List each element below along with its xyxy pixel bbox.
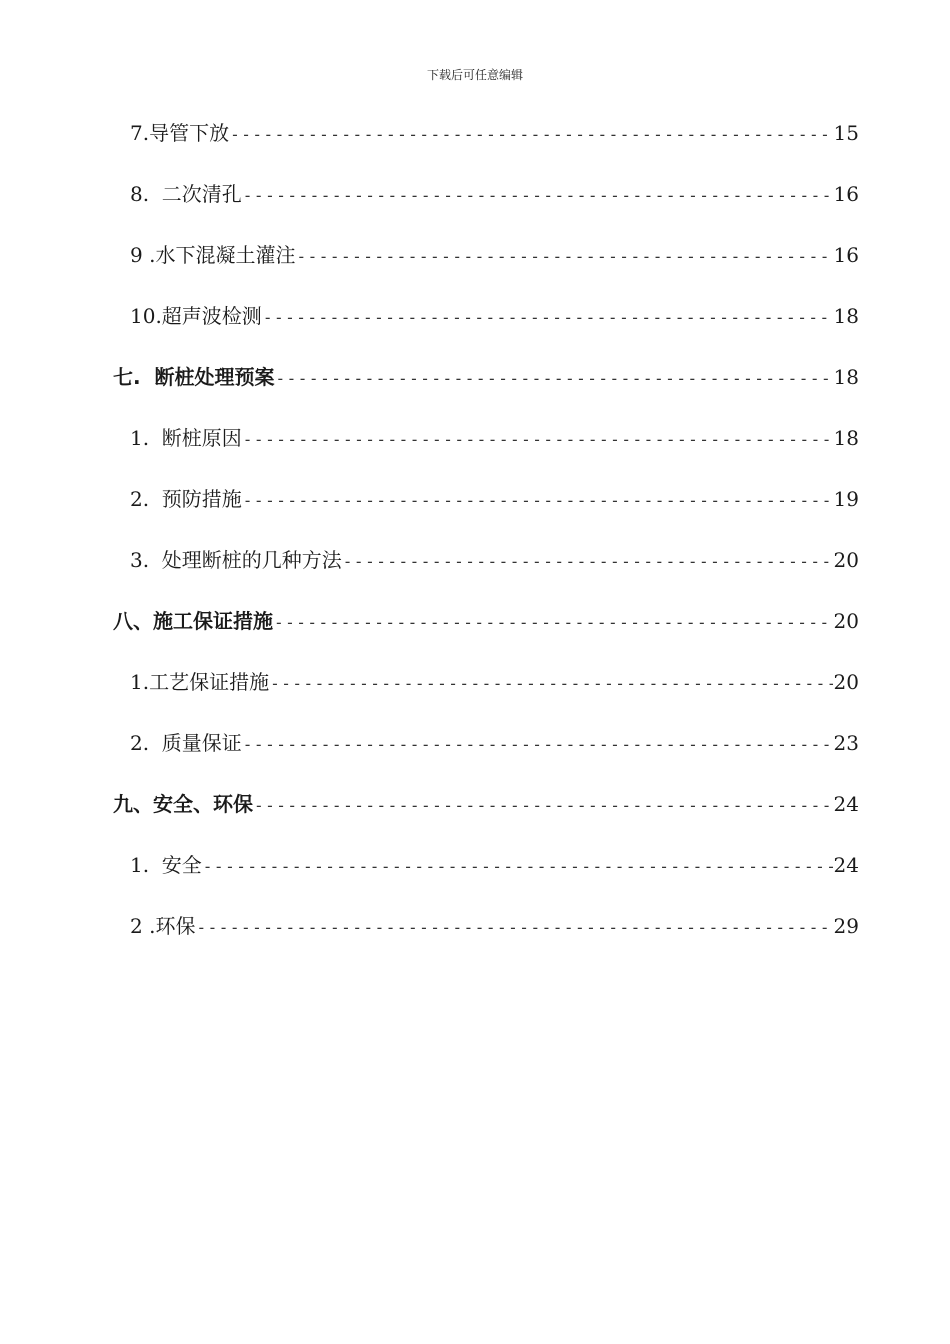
toc-entry[interactable] bbox=[130, 240, 859, 270]
toc-leader-dashes bbox=[243, 181, 833, 209]
toc-entry-label: 1. 断桩原因 bbox=[130, 426, 242, 450]
toc-entry-page: 23 bbox=[833, 731, 859, 755]
toc-entry-label: 八、施工保证措施 bbox=[113, 609, 273, 633]
toc-entry[interactable] bbox=[130, 118, 859, 148]
toc-leader-dashes bbox=[263, 303, 833, 331]
toc-entry-label: 8. 二次清孔 bbox=[130, 182, 242, 206]
toc-section-heading[interactable] bbox=[113, 362, 859, 392]
toc-leader-dashes bbox=[203, 852, 833, 880]
toc-leader-dashes bbox=[274, 608, 833, 636]
toc-entry-page: 20 bbox=[833, 548, 859, 572]
toc-entry-label: 2. 预防措施 bbox=[130, 487, 242, 511]
toc-entry-label: 10.超声波检测 bbox=[130, 304, 262, 328]
toc-leader-dashes bbox=[276, 364, 833, 392]
page-header: 下载后可任意编辑 bbox=[426, 68, 523, 82]
toc-entry-label: 九、安全、环保 bbox=[113, 792, 253, 816]
toc-leader-dashes bbox=[270, 669, 832, 697]
toc-leader-dashes bbox=[343, 547, 833, 575]
toc-entry[interactable] bbox=[130, 423, 859, 453]
toc-entry-page: 24 bbox=[833, 853, 859, 877]
toc-section-heading[interactable] bbox=[113, 606, 859, 636]
toc-entry-label: 7.导管下放 bbox=[130, 121, 230, 145]
toc-entry-page: 29 bbox=[833, 914, 859, 938]
toc-entry-page: 20 bbox=[833, 609, 859, 633]
toc-entry-label: 2. 质量保证 bbox=[130, 731, 242, 755]
toc-entry-page: 16 bbox=[833, 243, 859, 267]
toc-entry[interactable] bbox=[130, 667, 859, 697]
toc-leader-dashes bbox=[196, 913, 832, 941]
toc-entry-page: 19 bbox=[833, 487, 859, 511]
toc-entry[interactable] bbox=[130, 545, 859, 575]
toc-entry[interactable] bbox=[130, 911, 859, 941]
toc-entry-page: 18 bbox=[833, 426, 859, 450]
toc-entry-label: 1. 安全 bbox=[130, 853, 202, 877]
toc-entry[interactable] bbox=[130, 301, 859, 331]
toc-entry-page: 16 bbox=[833, 182, 859, 206]
toc-entry-label: 2 .环保 bbox=[130, 914, 196, 938]
toc-entry-page: 24 bbox=[833, 792, 859, 816]
toc-entry-label: 9 .水下混凝土灌注 bbox=[130, 243, 296, 267]
toc-entry-label: 3. 处理断桩的几种方法 bbox=[130, 548, 342, 572]
toc-leader-dashes bbox=[230, 120, 832, 148]
toc-section-heading[interactable] bbox=[113, 789, 859, 819]
toc-entry-page: 20 bbox=[833, 670, 859, 694]
toc-entry-label: 1.工艺保证措施 bbox=[130, 670, 270, 694]
toc-entry[interactable] bbox=[130, 484, 859, 514]
toc-entry-page: 18 bbox=[833, 365, 859, 389]
toc-entry[interactable] bbox=[130, 179, 859, 209]
toc-entry[interactable] bbox=[130, 728, 859, 758]
toc-leader-dashes bbox=[254, 791, 833, 819]
toc-entry-label: 七. 断桩处理预案 bbox=[113, 365, 275, 389]
toc-leader-dashes bbox=[296, 242, 832, 270]
toc-entry[interactable] bbox=[130, 850, 859, 880]
toc-entry-page: 15 bbox=[833, 121, 859, 145]
toc-entry-page: 18 bbox=[833, 304, 859, 328]
toc-leader-dashes bbox=[243, 486, 833, 514]
toc-leader-dashes bbox=[243, 730, 833, 758]
toc-leader-dashes bbox=[243, 425, 833, 453]
